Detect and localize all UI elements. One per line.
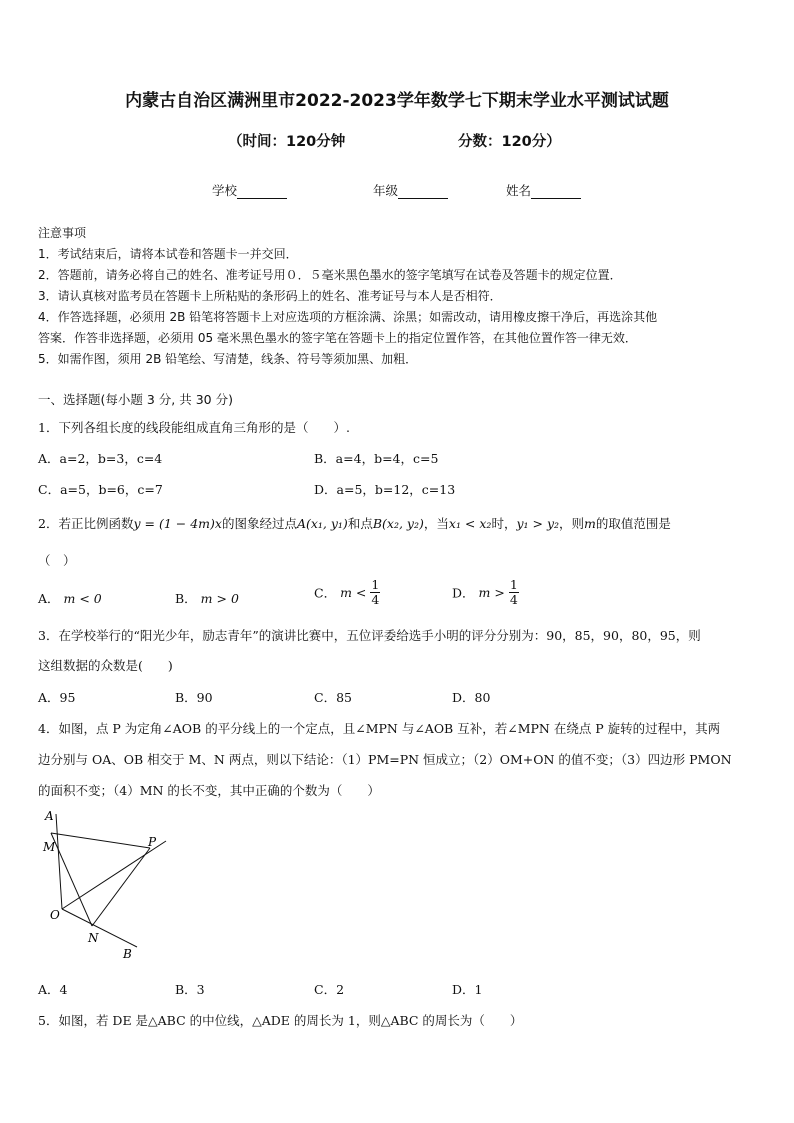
question-3-line-2: 这组数据的众数是( ) [38, 658, 173, 673]
notice-item: 4．作答选择题，必须用 2B 铅笔将答题卡上对应选项的方框涂满、涂黑；如需改动，请用橡皮擦干净后，再选涂其他 [38, 310, 658, 324]
segment-mp [51, 833, 150, 848]
question-2-option-a: A． m < 0 [38, 591, 102, 606]
school-field: 学校 [212, 181, 287, 199]
notice-item: 2．答题前，请务必将自己的姓名、准考证号用０．５毫米黑色墨水的签字笔填写在试卷及答题卡的规定位置． [38, 268, 622, 282]
question-5-stem: 5．如图，若 DE 是△ABC 的中位线，△ADE 的周长为 1，则△ABC 的周长为（ ） [38, 1013, 523, 1028]
question-1-option-b: B．a=4，b=4，c=5 [314, 451, 439, 466]
exam-title: 内蒙古自治区满洲里市2022-2023学年数学七下期末学业水平测试试题 [125, 91, 669, 111]
label-a: A [45, 809, 54, 823]
question-3-option-d: D．80 [452, 690, 491, 705]
notice-item: 答案．作答非选择题，必须用 05 毫米黑色墨水的签字笔在答题卡上的指定位置作答，在其他位置作答一律无效． [38, 331, 637, 345]
question-3-option-c: C．85 [314, 690, 352, 705]
question-4-option-a: A．4 [38, 982, 68, 997]
question-4-figure [38, 806, 178, 964]
name-field: 姓名 [506, 181, 581, 199]
question-1-stem: 1．下列各组长度的线段能组成直角三角形的是（ ）. [38, 420, 350, 435]
notice-heading: 注意事项 [38, 226, 87, 240]
label-n: N [88, 931, 99, 945]
notice-item: 3．请认真核对监考员在答题卡上所粘贴的条形码上的姓名、准考证号与本人是否相符． [38, 289, 502, 303]
question-2-paren: （ ） [38, 553, 76, 568]
question-3-option-a: A．95 [38, 690, 76, 705]
question-4-option-c: C．2 [314, 982, 345, 997]
section-heading: 一、选择题(每小题 3 分, 共 30 分) [38, 392, 233, 407]
question-1-option-a: A．a=2，b=3，c=4 [38, 451, 163, 466]
bisector-op [62, 841, 166, 909]
question-4-line-3: 的面积不变；（4）MN 的长不变，其中正确的个数为（ ） [38, 783, 380, 798]
notice-item: 5．如需作图，须用 2B 铅笔绘、写清楚，线条、符号等须加黑、加粗． [38, 352, 418, 366]
question-1-option-d: D．a=5，b=12，c=13 [314, 482, 456, 497]
question-2-option-d: D． m > $\frac{1}{4}$ [452, 577, 518, 607]
question-4-line-1: 4．如图，点 P 为定角∠AOB 的平分线上的一个定点，且∠MPN 与∠AOB 互补，若∠MPN 在绕点 P 旋转的过程中，其两 [38, 721, 721, 736]
question-2-option-b: B． m > 0 [175, 591, 239, 606]
exam-time: （时间：120分钟 [228, 134, 346, 150]
question-4-option-d: D．1 [452, 982, 483, 997]
label-m: M [43, 840, 56, 854]
segment-pn [92, 848, 150, 926]
question-4-option-b: B．3 [175, 982, 205, 997]
grade-field: 年级 [373, 181, 448, 199]
notice-item: 1．考试结束后，请将本试卷和答题卡一并交回． [38, 247, 298, 261]
label-o: O [50, 908, 60, 922]
question-2-option-c: C． m < $\frac{1}{4}$ [314, 577, 380, 607]
question-4-line-2: 边分别与 OA、OB 相交于 M、N 两点，则以下结论：（1）PM=PN 恒成立；（2）OM+ON 的值不变；（3）四边形 PMON [38, 752, 732, 767]
question-1-option-c: C．a=5，b=6，c=7 [38, 482, 163, 497]
ray-ob [62, 909, 137, 947]
question-3-option-b: B．90 [175, 690, 213, 705]
question-3-line-1: 3．在学校举行的“阳光少年，励志青年”的演讲比赛中，五位评委给选手小明的评分分别为：90，85，90，80，95，则 [38, 628, 701, 643]
ray-oa [56, 814, 62, 909]
label-b: B [123, 947, 132, 961]
question-2-stem: 2．若正比例函数y = (1 − 4m)x的图象经过点A(x₁, y₁)和点B(x₂, y₂)，当x₁ < x₂时，y₁ > y₂，则m的取值范围是 [38, 516, 671, 531]
exam-score: 分数：120分） [458, 134, 561, 150]
label-p: P [148, 835, 157, 849]
